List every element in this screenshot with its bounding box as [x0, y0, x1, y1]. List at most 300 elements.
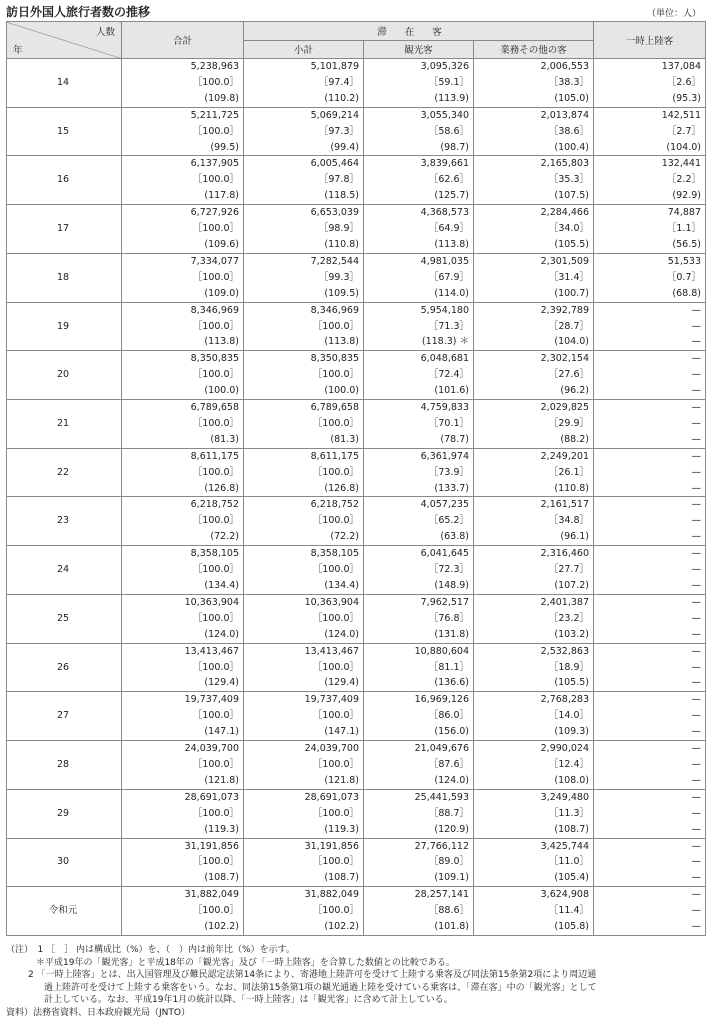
value-cell: ［71.3］ [364, 319, 474, 335]
value-cell: — [594, 562, 706, 578]
value-cell: (72.2) [244, 529, 364, 545]
value-cell: — [594, 416, 706, 432]
table-row [7, 789, 706, 805]
value-cell: (104.0) [474, 334, 594, 350]
value-cell: (136.6) [364, 675, 474, 691]
value-cell: 10,880,604 [364, 643, 474, 659]
value-cell: 2,301,509 [474, 253, 594, 269]
value-cell: ［2.7］ [594, 124, 706, 140]
value-cell: (147.1) [244, 724, 364, 740]
value-cell: 6,137,905 [122, 156, 244, 172]
value-cell: 4,981,035 [364, 253, 474, 269]
value-cell: (104.0) [594, 140, 706, 156]
value-cell: 6,218,752 [122, 497, 244, 513]
notes [6, 944, 706, 1019]
value-cell: 7,282,544 [244, 253, 364, 269]
value-cell: ［100.0］ [122, 854, 244, 870]
value-cell: (148.9) [364, 578, 474, 594]
value-cell: ［99.3］ [244, 270, 364, 286]
value-cell: (103.2) [474, 627, 594, 643]
value-cell: ［11.4］ [474, 903, 594, 919]
table-row [7, 156, 706, 172]
value-cell: ［28.7］ [474, 319, 594, 335]
value-cell: ［100.0］ [122, 611, 244, 627]
value-cell: 3,425,744 [474, 838, 594, 854]
value-cell: ［11.0］ [474, 854, 594, 870]
value-cell: — [594, 513, 706, 529]
value-cell: (110.2) [244, 91, 364, 107]
value-cell: 4,759,833 [364, 400, 474, 416]
value-cell: 31,882,049 [244, 887, 364, 903]
value-cell: ［73.9］ [364, 465, 474, 481]
value-cell: 8,350,835 [122, 351, 244, 367]
year-cell: 22 [7, 448, 122, 497]
value-cell: ［97.3］ [244, 124, 364, 140]
value-cell: ［18.9］ [474, 660, 594, 676]
value-cell: — [594, 481, 706, 497]
table-body [7, 59, 706, 936]
header-corner [7, 22, 122, 59]
value-cell: (107.5) [474, 188, 594, 204]
year-cell: 19 [7, 302, 122, 351]
value-cell: ［100.0］ [122, 757, 244, 773]
value-cell: (108.7) [122, 870, 244, 886]
value-cell: 2,249,201 [474, 448, 594, 464]
value-cell: — [594, 822, 706, 838]
value-cell: ［100.0］ [244, 367, 364, 383]
value-cell: (105.8) [474, 919, 594, 935]
value-cell: (121.8) [244, 773, 364, 789]
value-cell: 8,611,175 [244, 448, 364, 464]
value-cell: 19,737,409 [122, 692, 244, 708]
visitors-table [6, 21, 706, 936]
value-cell: (124.0) [364, 773, 474, 789]
table-row [7, 594, 706, 610]
value-cell: (133.7) [364, 481, 474, 497]
value-cell: 16,969,126 [364, 692, 474, 708]
value-cell: — [594, 497, 706, 513]
value-cell: ［97.8］ [244, 172, 364, 188]
header-stay: 滞在客 [244, 22, 594, 41]
value-cell: ［100.0］ [244, 611, 364, 627]
value-cell: ［98.9］ [244, 221, 364, 237]
table-title: 訪日外国人旅行者数の推移 [6, 5, 151, 19]
year-cell: 29 [7, 789, 122, 838]
value-cell: — [594, 448, 706, 464]
value-cell: (105.0) [474, 91, 594, 107]
value-cell: — [594, 319, 706, 335]
value-cell: ［27.7］ [474, 562, 594, 578]
value-cell: ［100.0］ [244, 854, 364, 870]
value-cell: ［100.0］ [122, 124, 244, 140]
value-cell: (124.0) [122, 627, 244, 643]
value-cell: ［65.2］ [364, 513, 474, 529]
value-cell: — [594, 302, 706, 318]
value-cell: (109.5) [244, 286, 364, 302]
value-cell: ［38.3］ [474, 75, 594, 91]
year-cell: 令和元 [7, 887, 122, 936]
header-subtotal: 小計 [244, 40, 364, 59]
value-cell: — [594, 838, 706, 854]
value-cell: — [594, 611, 706, 627]
value-cell: ［100.0］ [122, 562, 244, 578]
value-cell: (109.0) [122, 286, 244, 302]
value-cell: 5,211,725 [122, 107, 244, 123]
value-cell: (108.7) [244, 870, 364, 886]
value-cell: (113.8) [122, 334, 244, 350]
value-cell: ［87.6］ [364, 757, 474, 773]
header-business: 業務その他の客 [474, 40, 594, 59]
value-cell: ［62.6］ [364, 172, 474, 188]
year-cell: 16 [7, 156, 122, 205]
value-cell: 142,511 [594, 107, 706, 123]
value-cell: — [594, 334, 706, 350]
value-cell: — [594, 594, 706, 610]
value-cell: 5,954,180 [364, 302, 474, 318]
value-cell: ［64.9］ [364, 221, 474, 237]
value-cell: 28,691,073 [244, 789, 364, 805]
value-cell: 2,165,803 [474, 156, 594, 172]
value-cell: (105.5) [474, 675, 594, 691]
value-cell: 74,887 [594, 205, 706, 221]
value-cell: 5,069,214 [244, 107, 364, 123]
value-cell: (126.8) [244, 481, 364, 497]
value-cell: 3,249,480 [474, 789, 594, 805]
value-cell: — [594, 351, 706, 367]
note-2-cont-2: 計上している。なお、平成19年1月の統計以降、「一時上陸客」は「観光客」に含めて計上している。 [44, 995, 453, 1005]
value-cell: 3,095,326 [364, 59, 474, 75]
value-cell: ［29.9］ [474, 416, 594, 432]
value-cell: (119.3) [122, 822, 244, 838]
value-cell: 2,392,789 [474, 302, 594, 318]
value-cell: (134.4) [122, 578, 244, 594]
value-cell: (125.7) [364, 188, 474, 204]
value-cell: ［100.0］ [244, 806, 364, 822]
value-cell: — [594, 903, 706, 919]
value-cell: 8,346,969 [122, 302, 244, 318]
value-cell: ［100.0］ [122, 172, 244, 188]
value-cell: — [594, 383, 706, 399]
value-cell: (118.3) ＊ [364, 334, 474, 350]
year-cell: 14 [7, 59, 122, 108]
value-cell: 3,624,908 [474, 887, 594, 903]
value-cell: ［26.1］ [474, 465, 594, 481]
value-cell: 5,238,963 [122, 59, 244, 75]
year-cell: 20 [7, 351, 122, 400]
year-cell: 27 [7, 692, 122, 741]
value-cell: — [594, 660, 706, 676]
value-cell: ［1.1］ [594, 221, 706, 237]
value-cell: (105.4) [474, 870, 594, 886]
table-row [7, 741, 706, 757]
value-cell: (96.1) [474, 529, 594, 545]
value-cell: (110.8) [474, 481, 594, 497]
value-cell: — [594, 724, 706, 740]
value-cell: 6,005,464 [244, 156, 364, 172]
value-cell: 25,441,593 [364, 789, 474, 805]
value-cell: — [594, 692, 706, 708]
value-cell: 6,789,658 [122, 400, 244, 416]
value-cell: — [594, 627, 706, 643]
value-cell: ［100.0］ [122, 416, 244, 432]
value-cell: 21,049,676 [364, 741, 474, 757]
value-cell: — [594, 887, 706, 903]
value-cell: ［34.0］ [474, 221, 594, 237]
value-cell: ［100.0］ [244, 465, 364, 481]
header-persons: 人数 [95, 27, 115, 38]
value-cell: 5,101,879 [244, 59, 364, 75]
value-cell: ［59.1］ [364, 75, 474, 91]
note-1-star: ＊平成19年の「観光客」と平成18年の「観光客」及び「一時上陸客」を合算した数値との比較である。 [36, 957, 455, 968]
year-cell: 26 [7, 643, 122, 692]
value-cell: ［86.0］ [364, 708, 474, 724]
value-cell: (156.0) [364, 724, 474, 740]
value-cell: — [594, 400, 706, 416]
value-cell: 3,839,661 [364, 156, 474, 172]
value-cell: 2,768,283 [474, 692, 594, 708]
value-cell: 28,691,073 [122, 789, 244, 805]
value-cell: ［67.9］ [364, 270, 474, 286]
value-cell: 2,302,154 [474, 351, 594, 367]
value-cell: — [594, 675, 706, 691]
value-cell: (102.2) [244, 919, 364, 935]
value-cell: — [594, 529, 706, 545]
value-cell: — [594, 773, 706, 789]
value-cell: ［100.0］ [244, 416, 364, 432]
value-cell: 2,284,466 [474, 205, 594, 221]
value-cell: 8,358,105 [122, 546, 244, 562]
value-cell: ［12.4］ [474, 757, 594, 773]
value-cell: (100.4) [474, 140, 594, 156]
value-cell: (101.8) [364, 919, 474, 935]
value-cell: ［31.4］ [474, 270, 594, 286]
table-row [7, 643, 706, 659]
value-cell: (129.4) [122, 675, 244, 691]
value-cell: 4,368,573 [364, 205, 474, 221]
value-cell: ［100.0］ [122, 367, 244, 383]
year-cell: 21 [7, 400, 122, 449]
value-cell: (110.8) [244, 237, 364, 253]
value-cell: (100.0) [122, 383, 244, 399]
value-cell: (109.3) [474, 724, 594, 740]
year-cell: 30 [7, 838, 122, 887]
value-cell: ［27.6］ [474, 367, 594, 383]
value-cell: 13,413,467 [122, 643, 244, 659]
value-cell: (114.0) [364, 286, 474, 302]
value-cell: ［100.0］ [122, 465, 244, 481]
value-cell: — [594, 546, 706, 562]
value-cell: 7,962,517 [364, 594, 474, 610]
value-cell: ［100.0］ [122, 903, 244, 919]
value-cell: 8,350,835 [244, 351, 364, 367]
value-cell: (117.8) [122, 188, 244, 204]
value-cell: 2,029,825 [474, 400, 594, 416]
table-row [7, 448, 706, 464]
value-cell: (81.3) [244, 432, 364, 448]
table-row [7, 59, 706, 75]
value-cell: 8,358,105 [244, 546, 364, 562]
value-cell: (107.2) [474, 578, 594, 594]
value-cell: 6,218,752 [244, 497, 364, 513]
header-total: 合計 [122, 22, 244, 59]
year-cell: 24 [7, 546, 122, 595]
value-cell: (118.5) [244, 188, 364, 204]
value-cell: 6,653,039 [244, 205, 364, 221]
value-cell: — [594, 806, 706, 822]
value-cell: (131.8) [364, 627, 474, 643]
value-cell: ［100.0］ [122, 806, 244, 822]
value-cell: ［100.0］ [122, 75, 244, 91]
value-cell: (98.7) [364, 140, 474, 156]
value-cell: ［100.0］ [122, 319, 244, 335]
value-cell: (109.8) [122, 91, 244, 107]
table-row [7, 546, 706, 562]
value-cell: 10,363,904 [244, 594, 364, 610]
value-cell: 2,401,387 [474, 594, 594, 610]
value-cell: (121.8) [122, 773, 244, 789]
value-cell: (113.8) [364, 237, 474, 253]
value-cell: (72.2) [122, 529, 244, 545]
value-cell: 6,041,645 [364, 546, 474, 562]
value-cell: ［100.0］ [122, 513, 244, 529]
table-row [7, 692, 706, 708]
value-cell: 137,084 [594, 59, 706, 75]
value-cell: 8,611,175 [122, 448, 244, 464]
value-cell: ［88.7］ [364, 806, 474, 822]
value-cell: 6,789,658 [244, 400, 364, 416]
value-cell: — [594, 919, 706, 935]
value-cell: ［11.3］ [474, 806, 594, 822]
value-cell: 6,361,974 [364, 448, 474, 464]
year-cell: 25 [7, 594, 122, 643]
table-row [7, 205, 706, 221]
value-cell: 132,441 [594, 156, 706, 172]
value-cell: 27,766,112 [364, 838, 474, 854]
value-cell: (100.7) [474, 286, 594, 302]
value-cell: ［23.2］ [474, 611, 594, 627]
table-row [7, 253, 706, 269]
value-cell: (101.6) [364, 383, 474, 399]
value-cell: 2,316,460 [474, 546, 594, 562]
value-cell: ［100.0］ [122, 221, 244, 237]
value-cell: ［88.6］ [364, 903, 474, 919]
value-cell: 19,737,409 [244, 692, 364, 708]
value-cell: — [594, 643, 706, 659]
value-cell: (109.1) [364, 870, 474, 886]
value-cell: (108.7) [474, 822, 594, 838]
value-cell: 24,039,700 [122, 741, 244, 757]
value-cell: ［100.0］ [244, 562, 364, 578]
table-row [7, 351, 706, 367]
value-cell: ［72.4］ [364, 367, 474, 383]
value-cell: 2,013,874 [474, 107, 594, 123]
value-cell: — [594, 708, 706, 724]
year-cell: 28 [7, 741, 122, 790]
value-cell: — [594, 870, 706, 886]
value-cell: ［70.1］ [364, 416, 474, 432]
value-cell: — [594, 757, 706, 773]
value-cell: (129.4) [244, 675, 364, 691]
value-cell: (96.2) [474, 383, 594, 399]
value-cell: 7,334,077 [122, 253, 244, 269]
value-cell: ［100.0］ [122, 660, 244, 676]
table-row [7, 887, 706, 903]
value-cell: ［100.0］ [244, 903, 364, 919]
year-cell: 17 [7, 205, 122, 254]
value-cell: — [594, 741, 706, 757]
value-cell: (124.0) [244, 627, 364, 643]
table-row [7, 838, 706, 854]
value-cell: (81.3) [122, 432, 244, 448]
value-cell: 31,882,049 [122, 887, 244, 903]
value-cell: (68.8) [594, 286, 706, 302]
value-cell: — [594, 578, 706, 594]
value-cell: ［100.0］ [244, 513, 364, 529]
value-cell: ［35.3］ [474, 172, 594, 188]
value-cell: (99.4) [244, 140, 364, 156]
value-cell: ［100.0］ [244, 708, 364, 724]
value-cell: ［72.3］ [364, 562, 474, 578]
value-cell: ［2.6］ [594, 75, 706, 91]
value-cell: (105.5) [474, 237, 594, 253]
value-cell: (120.9) [364, 822, 474, 838]
table-row [7, 302, 706, 318]
value-cell: (92.9) [594, 188, 706, 204]
value-cell: ［38.6］ [474, 124, 594, 140]
value-cell: 51,533 [594, 253, 706, 269]
value-cell: ［100.0］ [122, 708, 244, 724]
value-cell: 13,413,467 [244, 643, 364, 659]
value-cell: 4,057,235 [364, 497, 474, 513]
value-cell: ［58.6］ [364, 124, 474, 140]
header-temporary: 一時上陸客 [594, 22, 706, 59]
value-cell: (100.0) [244, 383, 364, 399]
value-cell: 31,191,856 [244, 838, 364, 854]
value-cell: ［34.8］ [474, 513, 594, 529]
header-tourist: 観光客 [364, 40, 474, 59]
value-cell: ［100.0］ [244, 319, 364, 335]
value-cell: (88.2) [474, 432, 594, 448]
value-cell: — [594, 367, 706, 383]
value-cell: ［14.0］ [474, 708, 594, 724]
header-year: 年 [13, 45, 23, 56]
year-cell: 23 [7, 497, 122, 546]
note-2: 2 「一時上陸客」とは、出入国管理及び難民認定法第14条により、寄港地上陸許可を受けて上陸する乗客及び同法第15条第2項により周辺通 [28, 970, 597, 980]
value-cell: 8,346,969 [244, 302, 364, 318]
value-cell: — [594, 854, 706, 870]
value-cell: (63.8) [364, 529, 474, 545]
value-cell: 24,039,700 [244, 741, 364, 757]
value-cell: (113.9) [364, 91, 474, 107]
value-cell: — [594, 789, 706, 805]
value-cell: 31,191,856 [122, 838, 244, 854]
value-cell: — [594, 465, 706, 481]
year-cell: 18 [7, 253, 122, 302]
value-cell: ［76.8］ [364, 611, 474, 627]
value-cell: ［97.4］ [244, 75, 364, 91]
value-cell: 6,048,681 [364, 351, 474, 367]
value-cell: ［100.0］ [244, 660, 364, 676]
value-cell: (119.3) [244, 822, 364, 838]
value-cell: (134.4) [244, 578, 364, 594]
value-cell: 28,257,141 [364, 887, 474, 903]
value-cell: (95.3) [594, 91, 706, 107]
value-cell: (78.7) [364, 432, 474, 448]
table-row [7, 400, 706, 416]
value-cell: (56.5) [594, 237, 706, 253]
value-cell: (109.6) [122, 237, 244, 253]
value-cell: (99.5) [122, 140, 244, 156]
